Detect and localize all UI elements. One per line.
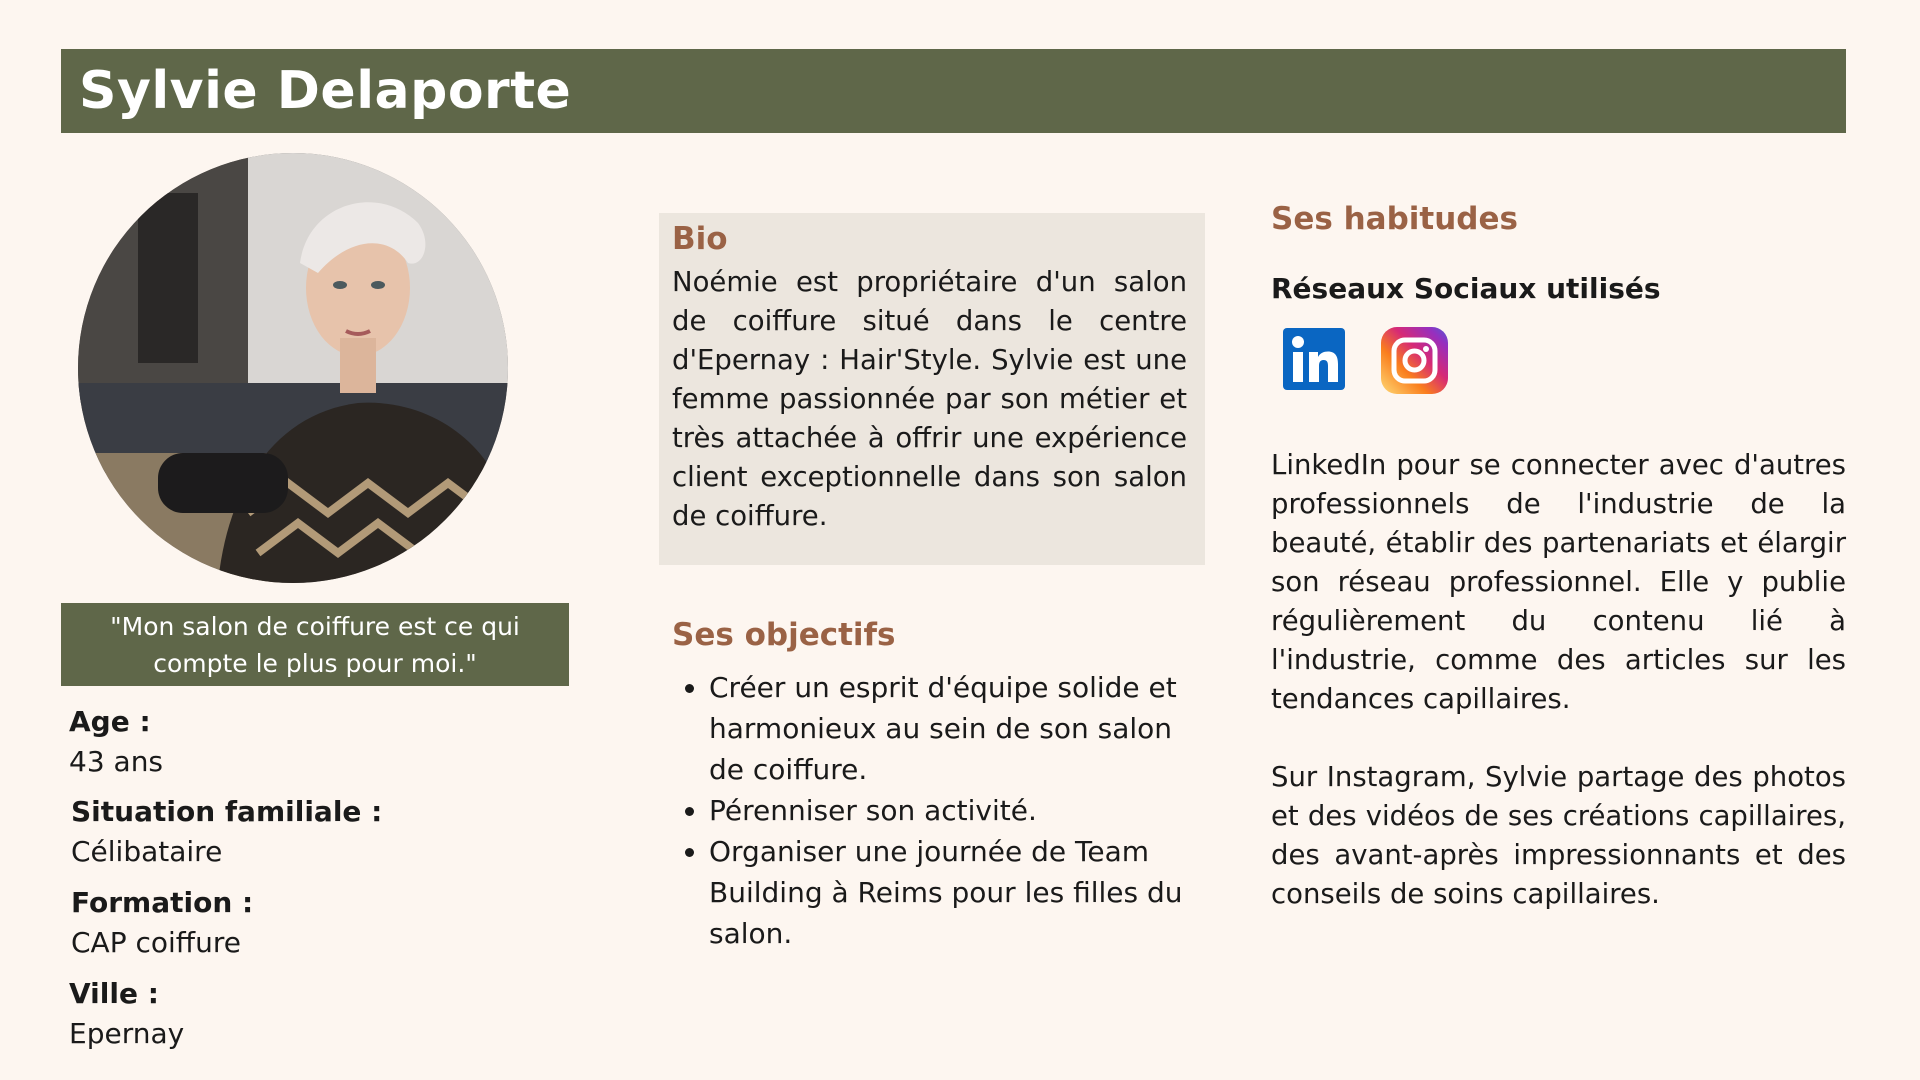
field-age-value: 43 ans <box>69 745 164 778</box>
page-header <box>61 49 1846 133</box>
field-education-label: Formation : <box>71 886 254 919</box>
field-family-situation <box>71 792 382 872</box>
list-item: • Organiser une journée de Team Building à Reims pour les filles du salon. <box>709 831 1192 954</box>
instagram-icon[interactable] <box>1380 326 1449 395</box>
persona-name: Sylvie Delaporte <box>79 61 572 121</box>
habits-title: Ses habitudes <box>1271 201 1518 237</box>
objectives-title: Ses objectifs <box>672 617 896 653</box>
social-icons <box>1271 326 1846 398</box>
bio-title: Bio <box>672 221 728 257</box>
field-age-label: Age : <box>69 705 151 738</box>
field-education-value: CAP coiffure <box>71 926 241 959</box>
field-city-value: Epernay <box>69 1017 185 1050</box>
persona-photo <box>78 153 508 583</box>
bio-panel <box>659 213 1205 565</box>
linkedin-description: LinkedIn pour se connecter avec d'autres professionnels de l'industrie de la beauté, établir des partenariats et élargir son réseau professionnel. Elle y publie régulièrement du contenu lié à l'industrie, comme des articles sur les tendances capillaires. <box>1271 449 1846 715</box>
field-city <box>69 974 184 1054</box>
field-family-situation-value: Célibataire <box>71 835 223 868</box>
objectives-section <box>672 615 1192 954</box>
field-education <box>71 883 253 963</box>
objectives-list <box>672 667 1192 954</box>
social-networks-heading: Réseaux Sociaux utilisés <box>1271 272 1661 305</box>
linkedin-icon[interactable] <box>1281 326 1350 395</box>
bio-text: Noémie est propriétaire d'un salon de coiffure situé dans le centre d'Epernay : Hair'Style. Sylvie est une femme passionnée par son métier et très attachée à offrir une expérience client exceptionnelle dans son salon de coiffure. <box>672 266 1187 532</box>
field-age <box>69 702 163 782</box>
list-item: • Créer un esprit d'équipe solide et harmonieux au sein de son salon de coiffure. <box>709 667 1192 790</box>
field-city-label: Ville : <box>69 977 159 1010</box>
persona-quote: "Mon salon de coiffure est ce qui compte le plus pour moi." <box>61 603 569 686</box>
instagram-description: Sur Instagram, Sylvie partage des photos et des vidéos de ses créations capillaires, des avant-après impressionnants et des conseils de soins capillaires. <box>1271 761 1846 910</box>
list-item: • Pérenniser son activité. <box>709 790 1192 831</box>
habits-section <box>1271 199 1846 914</box>
field-family-situation-label: Situation familiale : <box>71 795 383 828</box>
